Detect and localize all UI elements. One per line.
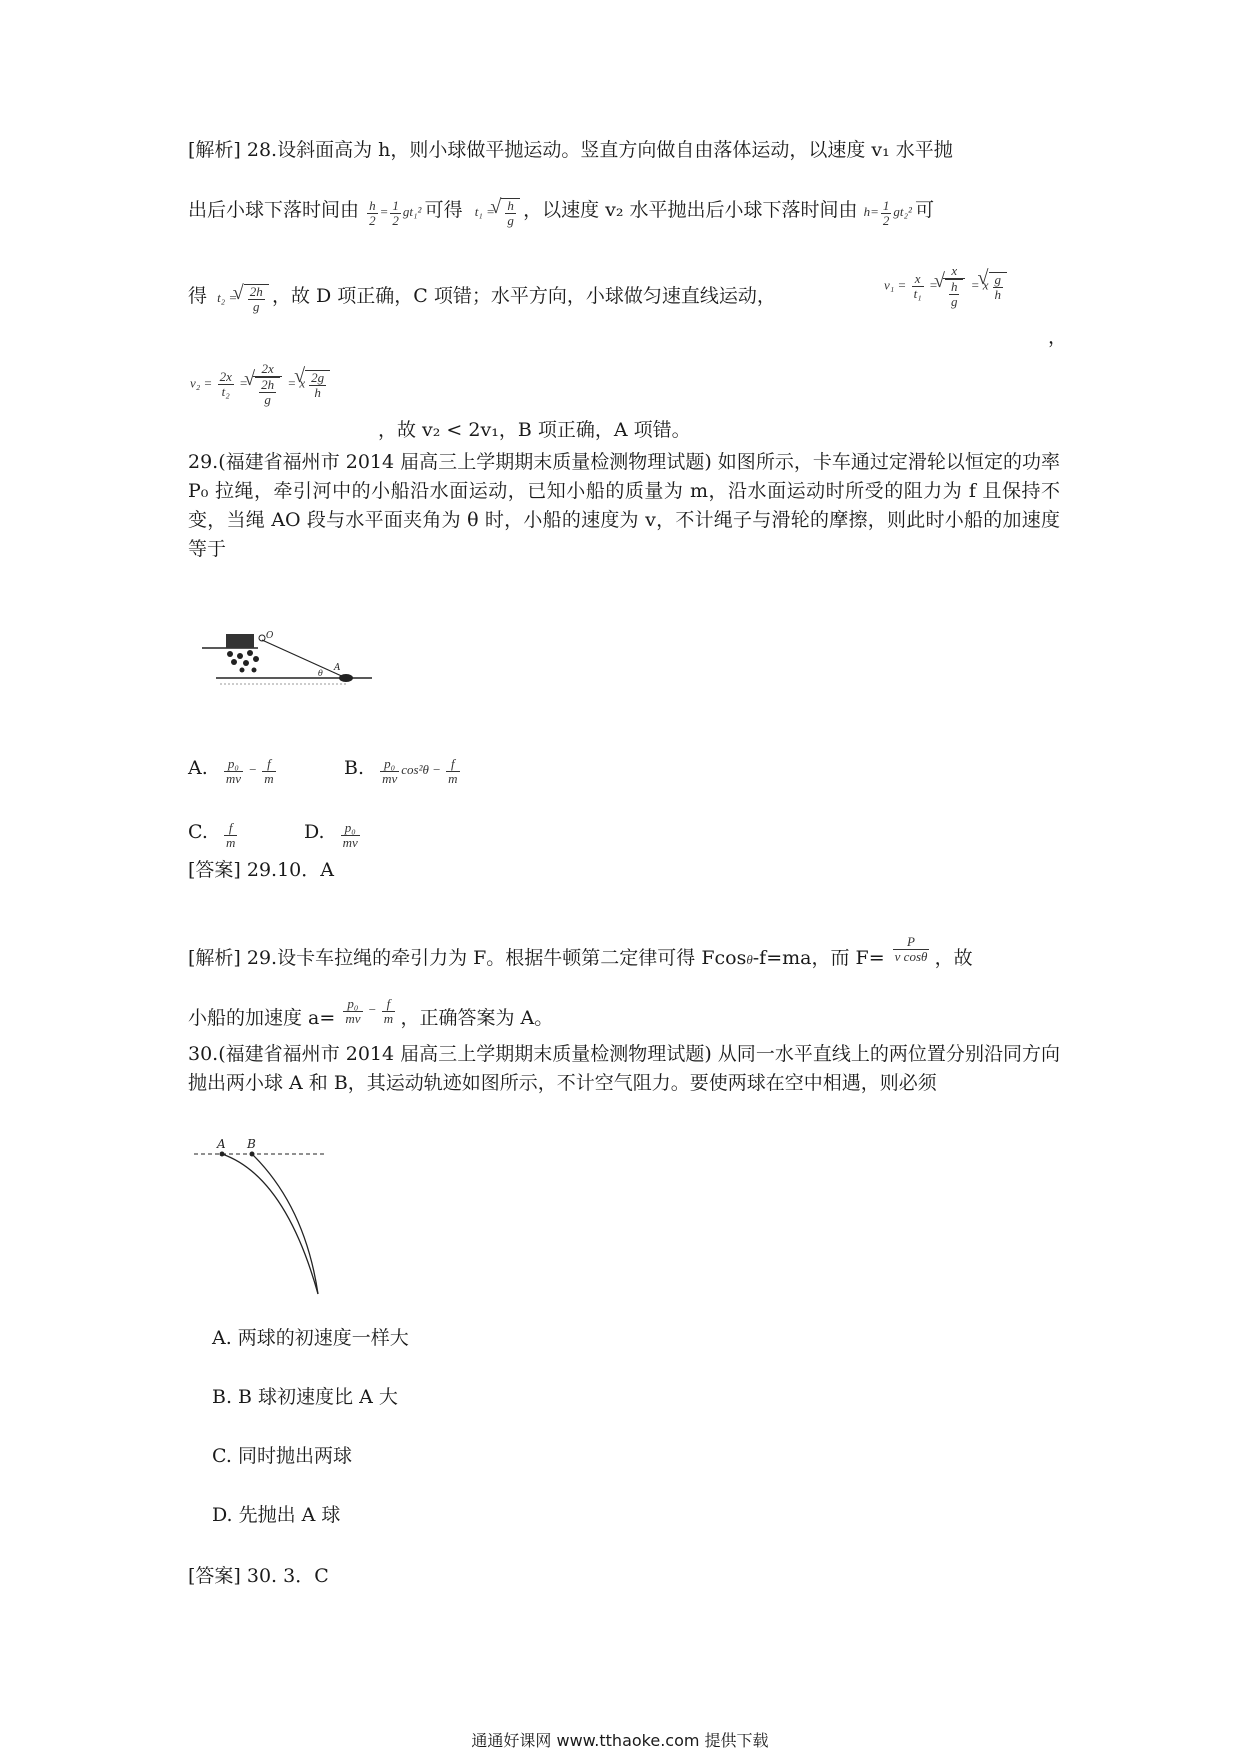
question-29-option-d <box>304 818 362 850</box>
question-30-stem: 30.(福建省福州市 2014 届高三上学期期末质量检测物理试题) 从同一水平直线上的两位置分别沿同方向抛出两小球 A 和 B，其运动轨迹如图所示，不计空气阻力。要使两球在空中相遇，则必须 <box>188 1043 1060 1094</box>
trajectory-label-A: A <box>217 1137 226 1151</box>
trajectory-label-B: B <box>247 1137 256 1151</box>
formula-v1: v₁ = $\frac{x}{\text{t₁}}$ = x √ $\frac{h}{g}$ = x √ $\frac{g}{h}$ <box>884 264 1007 309</box>
option-a-label: A. <box>188 757 208 779</box>
formula-h-half-gt2: h= $\frac{1}{2}$ gt₂² <box>863 197 916 228</box>
page-footer: 通通好课网 www.tthaoke.com 提供下载 <box>471 1731 769 1750</box>
truck-pulley-boat-figure <box>196 626 376 686</box>
analysis-29-text-c: ，故 <box>934 947 973 969</box>
question-29-option-c <box>188 818 239 850</box>
analysis-28-line-2-text-b: 可得 <box>424 199 463 221</box>
option-c-formula: $\frac{f}{m}$ <box>225 819 236 850</box>
option-d-label: D. <box>304 821 325 843</box>
figure-label-O: O <box>266 631 274 641</box>
option-b-formula: $\frac{\text{p₀}}{mv}$ cos²θ − $\frac{f}{m}$ <box>382 755 458 786</box>
option-c-label: C. <box>188 821 208 843</box>
analysis-29-text-a: [解析] 29.设卡车拉绳的牵引力为 F。根据牛顿第二定律可得 Fcos <box>188 947 747 969</box>
analysis-28-line-1: [解析] 28.设斜面高为 h，则小球做平抛运动。竖直方向做自由落体运动，以速度 v₁ 水平抛 <box>188 139 953 161</box>
analysis-29-line-1: [解析] 29.设卡车拉绳的牵引力为 F。根据牛顿第二定律可得 Fcosθ-f=ma，而 F= $^{\frac{P}{\text{v cosθ}}}$ ，故 <box>188 933 973 969</box>
analysis-28-line-2-text-a: 出后小球下落时间由 <box>188 199 360 221</box>
analysis-28-line-2-text-d: 可 <box>915 199 935 221</box>
option-b-label: B. <box>344 757 365 779</box>
figure-label-A: A <box>334 663 341 673</box>
formula-t2: t₂ = √ $\frac{2h}{g}$ <box>217 290 272 305</box>
question-29-option-b <box>344 754 462 786</box>
question-29-option-a <box>188 754 278 786</box>
analysis-28-line-3-text-b: ，故 D 项正确，C 项错；水平方向，小球做匀速直线运动， <box>271 285 776 307</box>
formula-F: P v cosθ <box>894 933 928 964</box>
analysis-28-line-3-text-a: 得 <box>188 285 208 307</box>
question-30-option-c: C. 同时抛出两球 <box>212 1445 352 1467</box>
formula-v2: v₂ = $\frac{2x}{\text{t₂}}$ = 2x √ $\frac{2h}{g}$ = x √ $\frac{2g}{h}$ <box>190 362 330 407</box>
formula-t1: t₁ = √ $\frac{h}{g}$ <box>475 204 523 219</box>
analysis-28-line-3 <box>188 282 776 314</box>
formula-a: p₀ mv − f m <box>345 995 394 1026</box>
figure-label-theta: θ <box>318 669 323 678</box>
question-30-option-a: A. 两球的初速度一样大 <box>212 1327 409 1349</box>
question-29-stem: 29.(福建省福州市 2014 届高三上学期期末质量检测物理试题) 如图所示，卡车通过定滑轮以恒定的功率 P₀ 拉绳，牵引河中的小船沿水面运动，已知小船的质量为 m，沿水面运动时所受的阻力为 f 且保持不变，当绳 AO 段与水平面夹角为 θ 时，小船的速度为 v，不计绳子与滑轮的摩擦，则此时小船的加速度等于 <box>188 451 1060 560</box>
analysis-29-text-b: -f=ma，而 F= <box>752 947 885 969</box>
question-30-answer: [答案] 30. 3．C <box>188 1565 329 1587</box>
analysis-28-line-2 <box>188 196 934 228</box>
analysis-28-line-4: ，故 v₂ < 2v₁，B 项正确，A 项错。 <box>378 419 691 441</box>
analysis-29-text-e: ，正确答案为 A。 <box>400 1007 554 1029</box>
question-29-answer: [答案] 29.10．A <box>188 859 334 881</box>
question-30-option-d: D. 先抛出 A 球 <box>212 1504 341 1526</box>
analysis-29-line-2 <box>188 995 554 1036</box>
option-a-formula: $\frac{\text{p₀}}{mv}$ − $\frac{f}{m}$ <box>225 755 274 786</box>
analysis-28-line-3-comma: ， <box>1048 326 1068 348</box>
question-30-option-b: B. B 球初速度比 A 大 <box>212 1386 398 1408</box>
analysis-28-line-2-text-c: ，以速度 v₂ 水平抛出后小球下落时间由 <box>523 199 858 221</box>
option-d-formula: $\frac{\text{p₀}}{mv}$ <box>342 819 358 850</box>
formula-h-half-gt1: $\frac{h}{2}$ = $\frac{1}{2}$ gt₁² <box>369 197 425 228</box>
projectile-trajectories-figure <box>190 1136 330 1300</box>
analysis-29-text-d: 小船的加速度 a= <box>188 1007 336 1029</box>
